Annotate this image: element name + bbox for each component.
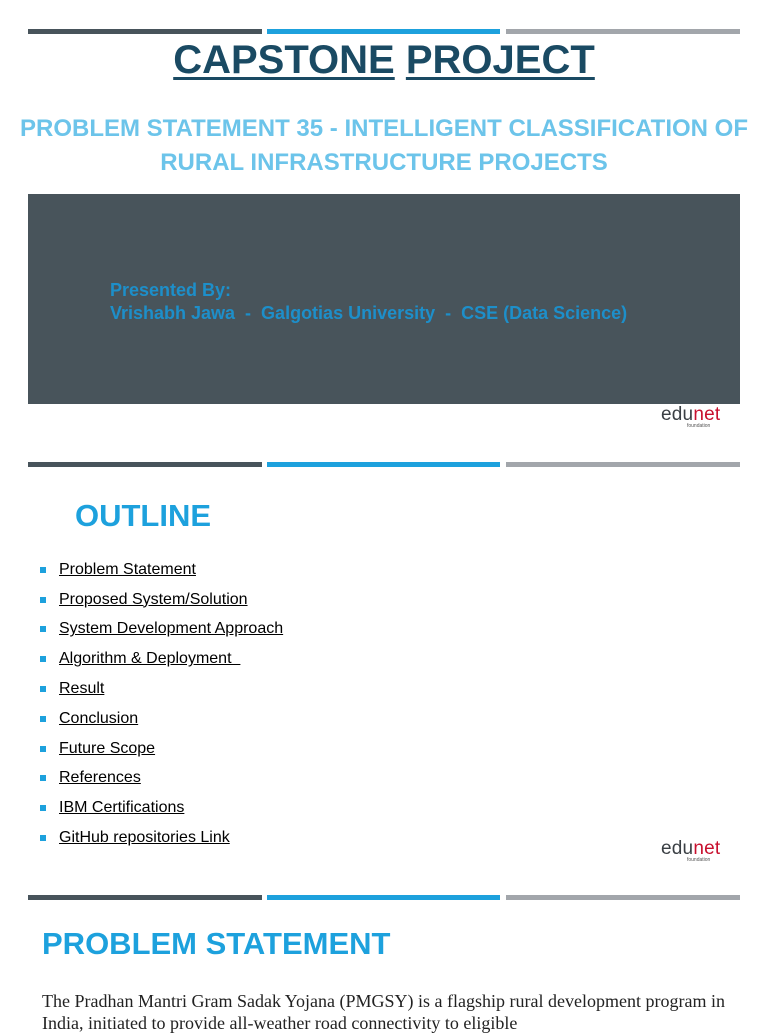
edunet-logo bbox=[661, 838, 721, 863]
logo-text-edu: edu bbox=[661, 404, 694, 425]
slide-subtitle bbox=[0, 112, 768, 180]
outline-link-conclusion[interactable]: Conclusion bbox=[59, 709, 139, 727]
outline-item bbox=[40, 734, 283, 764]
outline-item bbox=[40, 793, 283, 823]
subtitle-line-2: RURAL INFRASTRUCTURE PROJECTS bbox=[160, 149, 608, 176]
title-word-1: CAPSTONE bbox=[173, 38, 395, 82]
edunet-logo bbox=[661, 404, 721, 429]
outline-link-references[interactable]: References bbox=[59, 769, 141, 787]
outline-link-github[interactable]: GitHub repositories Link bbox=[59, 829, 230, 847]
accent-bar-gray bbox=[506, 29, 740, 34]
outline-link-ibm-certifications[interactable]: IBM Certifications bbox=[59, 799, 185, 817]
outline-link-algorithm-deployment[interactable]: Algorithm & Deployment bbox=[59, 650, 241, 668]
presenter-panel bbox=[28, 194, 740, 404]
problem-statement-body: The Pradhan Mantri Gram Sadak Yojana (PMGSY) is a flagship rural development program in India, initiated to provide all-weather road connectivity to eligible bbox=[42, 991, 725, 1033]
bullet-icon bbox=[40, 686, 46, 692]
logo-subtext: foundation bbox=[686, 423, 711, 429]
outline-link-proposed-solution[interactable]: Proposed System/Solution bbox=[59, 590, 248, 608]
accent-bar-gray bbox=[506, 462, 740, 467]
outline-list bbox=[40, 555, 283, 853]
outline-item bbox=[40, 704, 283, 734]
logo-text-net: net bbox=[693, 838, 721, 859]
bullet-icon bbox=[40, 567, 46, 573]
bullet-icon bbox=[40, 775, 46, 781]
bullet-icon bbox=[40, 656, 46, 662]
accent-bar-gray bbox=[506, 895, 740, 900]
outline-item bbox=[40, 585, 283, 615]
bullet-icon bbox=[40, 716, 46, 722]
bullet-icon bbox=[40, 746, 46, 752]
bullet-icon bbox=[40, 626, 46, 632]
problem-statement-title: PROBLEM STATEMENT bbox=[42, 926, 391, 961]
outline-link-development-approach[interactable]: System Development Approach bbox=[59, 620, 284, 638]
outline-item bbox=[40, 823, 283, 853]
outline-link-problem-statement[interactable]: Problem Statement bbox=[59, 560, 196, 578]
accent-bar-blue bbox=[267, 29, 500, 34]
bullet-icon bbox=[40, 805, 46, 811]
subtitle-line-1: PROBLEM STATEMENT 35 - INTELLIGENT CLASSIFICATION OF bbox=[20, 115, 748, 142]
logo-text-edu: edu bbox=[661, 838, 694, 859]
presenter-line: Vrishabh Jawa - Galgotias University - CSE (Data Science) bbox=[110, 303, 628, 323]
title-word-2: PROJECT bbox=[405, 38, 595, 82]
bullet-icon bbox=[40, 835, 46, 841]
slide-title bbox=[0, 38, 768, 83]
outline-link-future-scope[interactable]: Future Scope bbox=[59, 739, 156, 757]
accent-bar-dark bbox=[28, 895, 262, 900]
outline-item bbox=[40, 555, 283, 585]
outline-item bbox=[40, 674, 283, 704]
outline-item bbox=[40, 615, 283, 645]
outline-item bbox=[40, 644, 283, 674]
logo-subtext: foundation bbox=[686, 857, 711, 863]
presenter-info bbox=[110, 279, 627, 325]
outline-item bbox=[40, 764, 283, 794]
logo-text-net: net bbox=[693, 404, 721, 425]
accent-bar-blue bbox=[267, 895, 500, 900]
outline-link-result[interactable]: Result bbox=[59, 680, 105, 698]
accent-bar-dark bbox=[28, 462, 262, 467]
accent-bar-blue bbox=[267, 462, 500, 467]
accent-bar-dark bbox=[28, 29, 262, 34]
presented-by-label: Presented By: bbox=[110, 280, 232, 300]
bullet-icon bbox=[40, 597, 46, 603]
outline-title: OUTLINE bbox=[75, 498, 212, 533]
